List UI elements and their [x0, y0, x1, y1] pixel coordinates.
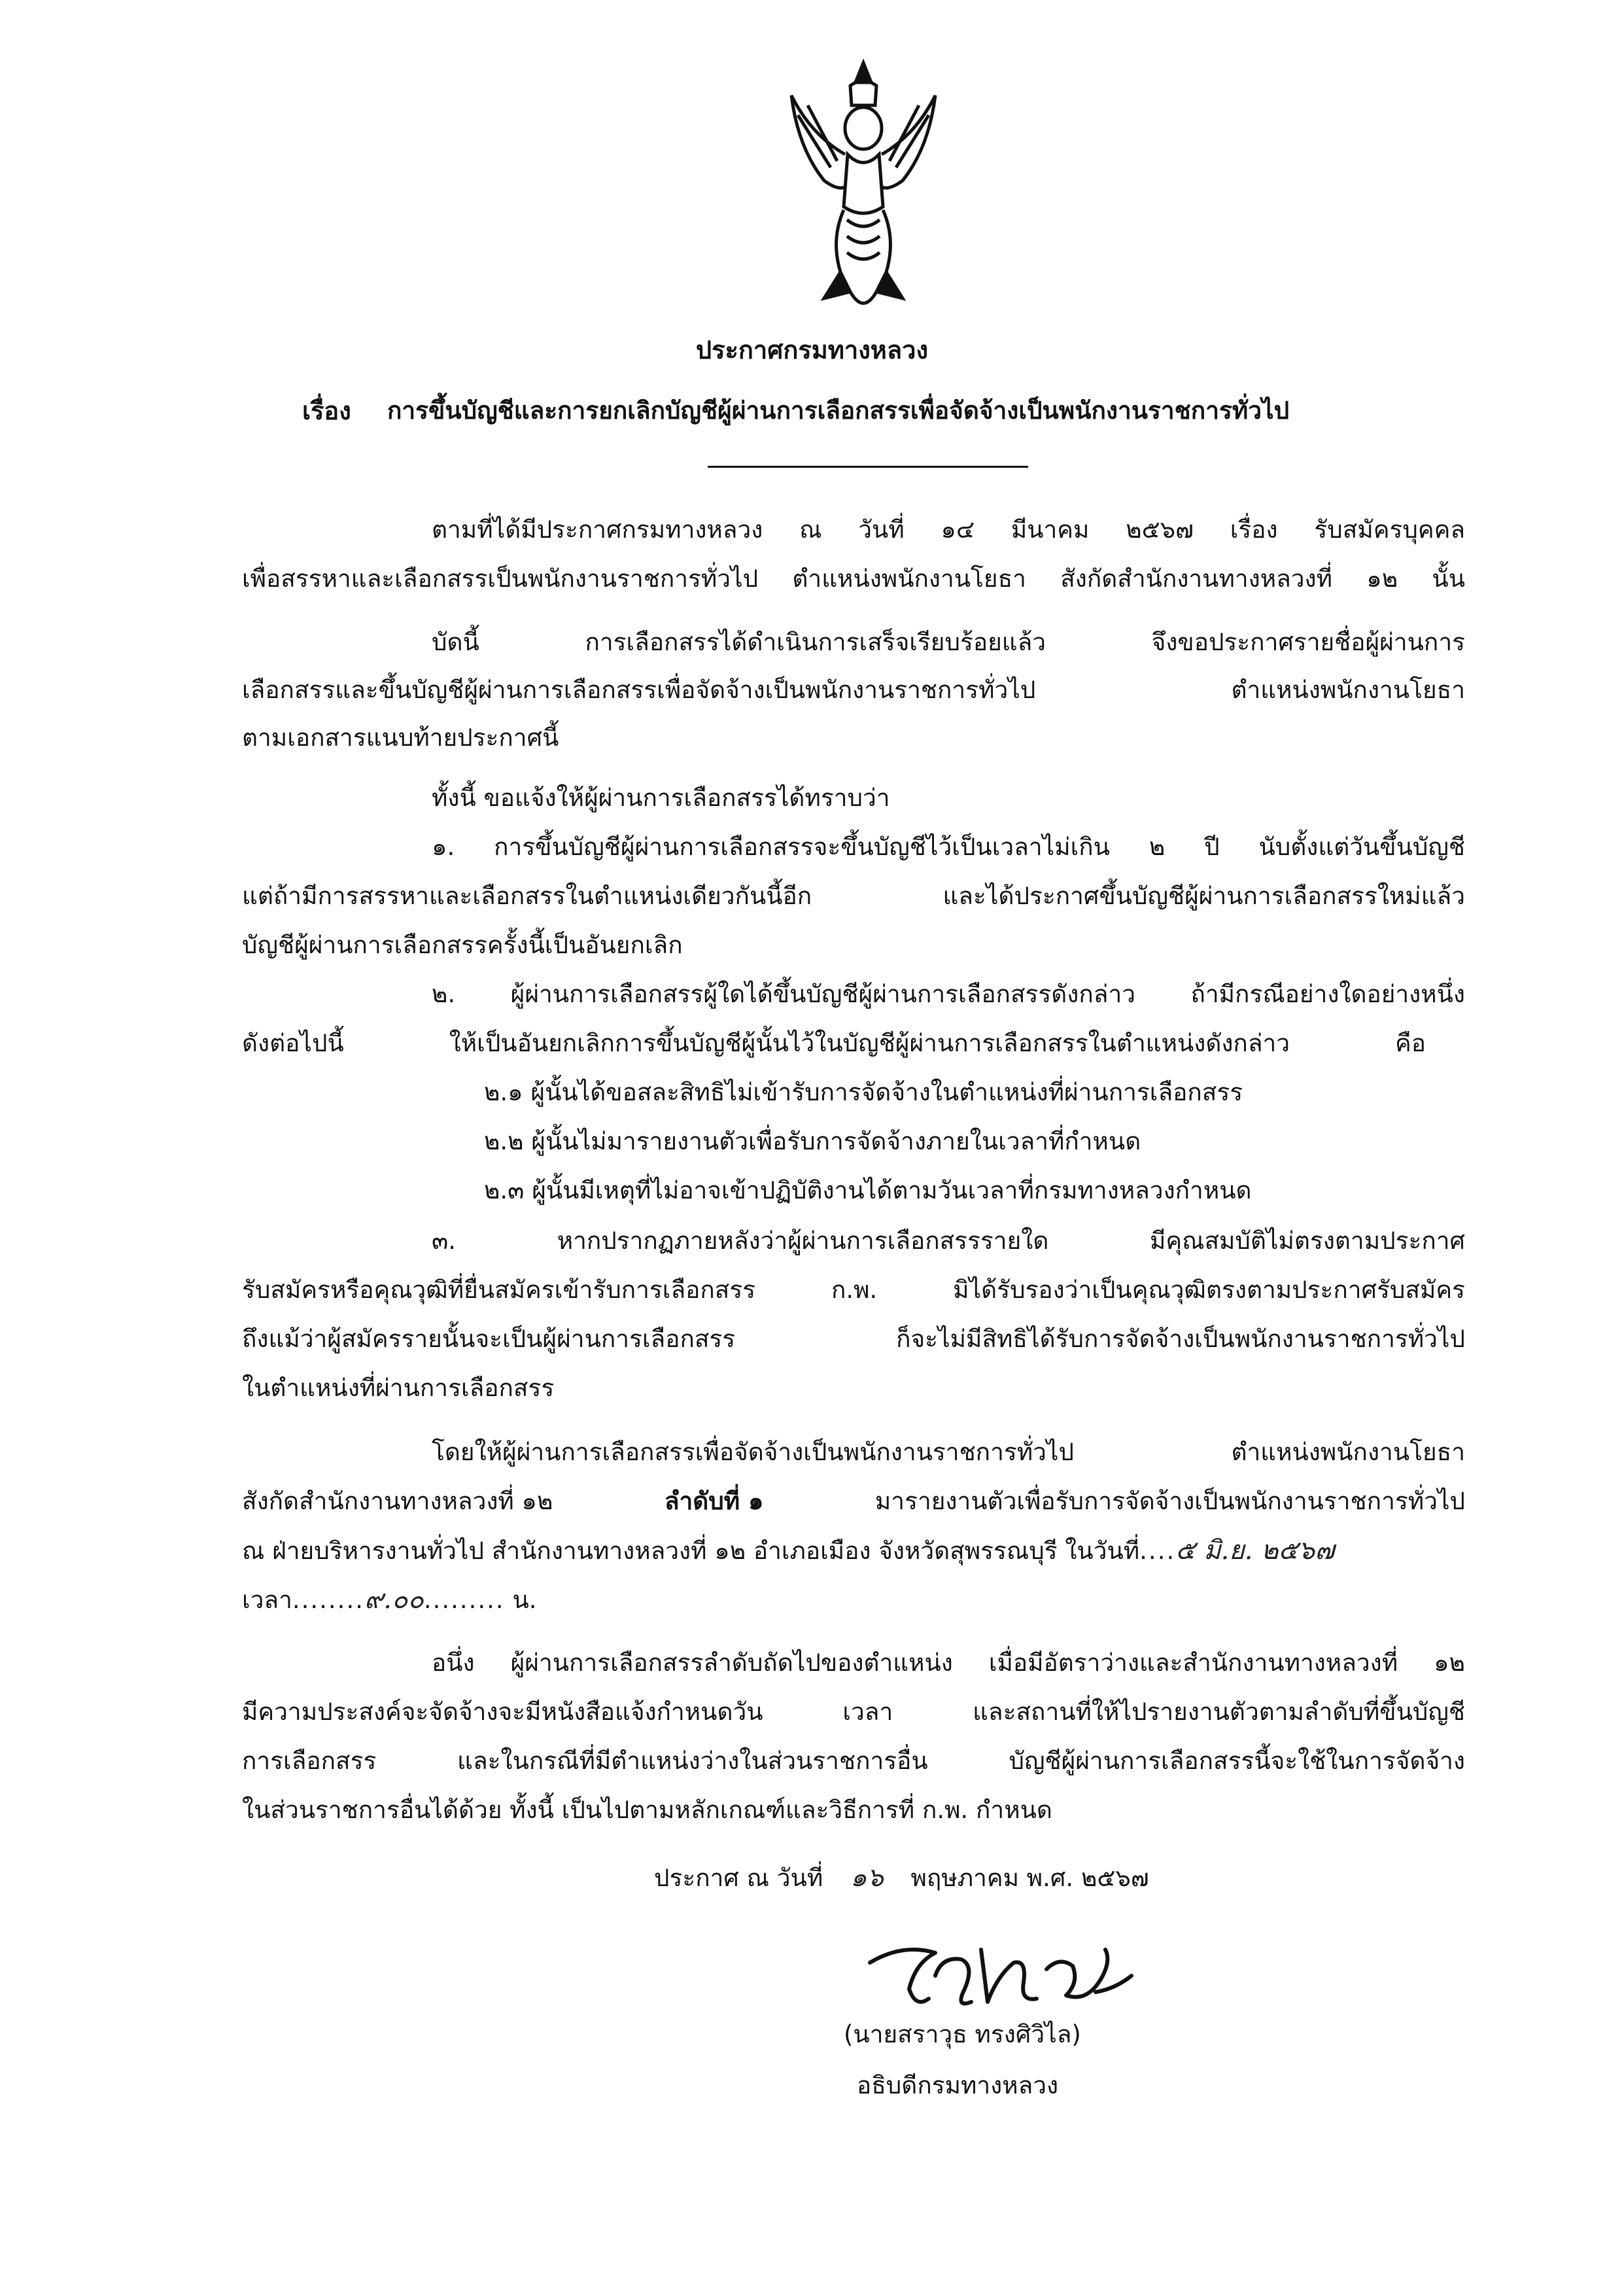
item-2-1: ๒.๑ ผู้นั้นได้ขอสละสิทธิไม่เข้ารับการจัดจ้างในตำแหน่งที่ผ่านการเลือกสรร: [484, 1078, 1243, 1106]
item-2-line-2: ดังต่อไปนี้ ให้เป็นอันยกเลิกการขึ้นบัญชีผู้นั้นไว้ในบัญชีผู้ผ่านการเลือกสรรในตำแหน่งดังกล่าว คือ: [242, 1029, 1426, 1057]
rank-number: ลำดับที่ ๑: [664, 1487, 764, 1515]
item-1-line-3: บัญชีผู้ผ่านการเลือกสรรครั้งนี้เป็นอันยกเลิก: [242, 931, 683, 959]
subject-text: การขึ้นบัญชีและการยกเลิกบัญชีผู้ผ่านการเลือกสรรเพื่อจัดจ้างเป็นพนักงานราชการทั่วไป: [387, 396, 1290, 425]
item-3-line-3: ถึงแม้ว่าผู้สมัครรายนั้นจะเป็นผู้ผ่านการเลือกสรร ก็จะไม่มีสิทธิได้รับการจัดจ้างเป็นพนักงานราชการทั่วไป: [242, 1325, 1465, 1353]
time-label: เวลา: [242, 1586, 292, 1614]
item-3-line-1: ๓. หากปรากฏภายหลังว่าผู้ผ่านการเลือกสรรรายใด มีคุณสมบัติไม่ตรงตามประกาศ: [432, 1227, 1465, 1255]
paragraph-4-line-3: [242, 1531, 1334, 1571]
paragraph-5-line-3: การเลือกสรร และในกรณีที่มีตำแหน่งว่างในส่วนราชการอื่น บัญชีผู้ผ่านการเลือกสรรนี้จะใช้ในการจัดจ้าง: [242, 1747, 1465, 1775]
paragraph-5-line-4: ในส่วนราชการอื่นได้ด้วย ทั้งนี้ เป็นไปตามหลักเกณฑ์และวิธีการที่ ก.พ. กำหนด: [242, 1796, 1052, 1824]
time-dots-left: ........: [292, 1586, 364, 1614]
paragraph-5-line-1: อนึ่ง ผู้ผ่านการเลือกสรรลำดับถัดไปของตำแหน่ง เมื่อมีอัตราว่างและสำนักงานทางหลวงที่ ๑๒: [432, 1649, 1465, 1677]
item-1-line-1: ๑. การขึ้นบัญชีผู้ผ่านการเลือกสรรจะขึ้นบัญชีไว้เป็นเวลาไม่เกิน ๒ ปี นับตั้งแต่วันขึ้นบัญชี: [432, 833, 1465, 861]
item-3-line-2: รับสมัครหรือคุณวุฒิที่ยื่นสมัครเข้ารับการเลือกสรร ก.พ. มิได้รับรองว่าเป็นคุณวุฒิตรงตามประกาศรับสมัคร: [242, 1276, 1465, 1304]
paragraph-1-line-2: เพื่อสรรหาและเลือกสรรเป็นพนักงานราชการทั่วไป ตำแหน่งพนักงานโยธา สังกัดสำนักงานทางหลวงที่ ๑๒ นั้น: [242, 565, 1465, 593]
item-2-2: ๒.๒ ผู้นั้นไม่มารายงานตัวเพื่อรับการจัดจ้างภายในเวลาที่กำหนด: [484, 1127, 1141, 1155]
signatory-position: อธิบดีกรมทางหลวง: [857, 2071, 1059, 2099]
paragraph-4-line-4: [242, 1580, 537, 1620]
paragraph-5-line-2: มีความประสงค์จะจัดจ้างจะมีหนังสือแจ้งกำหนดวัน เวลา และสถานที่ให้ไปรายงานตัวตามลำดับที่ขึ้นบัญชี: [242, 1698, 1465, 1726]
item-2-line-1: ๒. ผู้ผ่านการเลือกสรรผู้ใดได้ขึ้นบัญชีผู้ผ่านการเลือกสรรดังกล่าว ถ้ามีกรณีอย่างใดอย่างหนึ่ง: [432, 980, 1465, 1008]
paragraph-2-line-3: ตามเอกสารแนบท้ายประกาศนี้: [242, 724, 559, 752]
signatory-name: (นายสราวุธ ทรงศิวิไล): [844, 2020, 1081, 2048]
announce-prefix: ประกาศ ณ วันที่: [654, 1864, 823, 1892]
item-3-line-4: ในตำแหน่งที่ผ่านการเลือกสรร: [242, 1374, 555, 1402]
garuda-emblem: [785, 56, 942, 318]
paragraph-4-line-2: [242, 1482, 1465, 1521]
handwritten-report-time: ๙.๐๐: [364, 1585, 424, 1615]
time-dots-right: .........: [423, 1586, 505, 1614]
paragraph-2-line-1: บัดนี้ การเลือกสรรได้ดำเนินการเสร็จเรียบร้อยแล้ว จึงขอประกาศรายชื่อผู้ผ่านการ: [432, 628, 1465, 656]
handwritten-announce-day: ๑๖: [850, 1863, 884, 1893]
signature-mark: [863, 1936, 1138, 2022]
paragraph-4-line-2-part-b: มารายงานตัวเพื่อรับการจัดจ้างเป็นพนักงานราชการทั่วไป: [874, 1487, 1465, 1515]
handwritten-report-date: ๕ มิ.ย. ๒๕๖๗: [1175, 1535, 1335, 1566]
time-unit: น.: [512, 1586, 537, 1614]
announce-date: [654, 1858, 1149, 1898]
paragraph-1-line-1: ตามที่ได้มีประกาศกรมทางหลวง ณ วันที่ ๑๔ มีนาคม ๒๕๖๗ เรื่อง รับสมัครบุคคล: [432, 516, 1465, 544]
report-location: ณ ฝ่ายบริหารงานทั่วไป สำนักงานทางหลวงที่ ๑๒ อำเภอเมือง จังหวัดสุพรรณบุรี ในวันที่: [242, 1537, 1140, 1565]
date-dots: ....: [1139, 1537, 1176, 1565]
document-title: ประกาศกรมทางหลวง: [695, 336, 929, 364]
item-2-3: ๒.๓ ผู้นั้นมีเหตุที่ไม่อาจเข้าปฏิบัติงานได้ตามวันเวลาที่กรมทางหลวงกำหนด: [484, 1176, 1252, 1204]
paragraph-4-line-2-part-a: สังกัดสำนักงานทางหลวงที่ ๑๒: [242, 1487, 553, 1515]
paragraph-3-line-1: ทั้งนี้ ขอแจ้งให้ผู้ผ่านการเลือกสรรได้ทราบว่า: [432, 784, 890, 812]
paragraph-4-line-1: โดยให้ผู้ผ่านการเลือกสรรเพื่อจัดจ้างเป็นพนักงานราชการทั่วไป ตำแหน่งพนักงานโยธา: [432, 1438, 1465, 1466]
title-divider: [708, 466, 1028, 468]
announce-month-year: พฤษภาคม พ.ศ. ๒๕๖๗: [910, 1864, 1149, 1892]
subject-prefix: เรื่อง: [302, 396, 351, 425]
item-1-line-2: แต่ถ้ามีการสรรหาและเลือกสรรในตำแหน่งเดียวกันนี้อีก และได้ประกาศขึ้นบัญชีผู้ผ่านการเลือกสรรใหม่แล้ว: [242, 882, 1465, 910]
paragraph-2-line-2: เลือกสรรและขึ้นบัญชีผู้ผ่านการเลือกสรรเพื่อจัดจ้างเป็นพนักงานราชการทั่วไป ตำแหน่งพนักงานโยธา: [242, 676, 1465, 704]
